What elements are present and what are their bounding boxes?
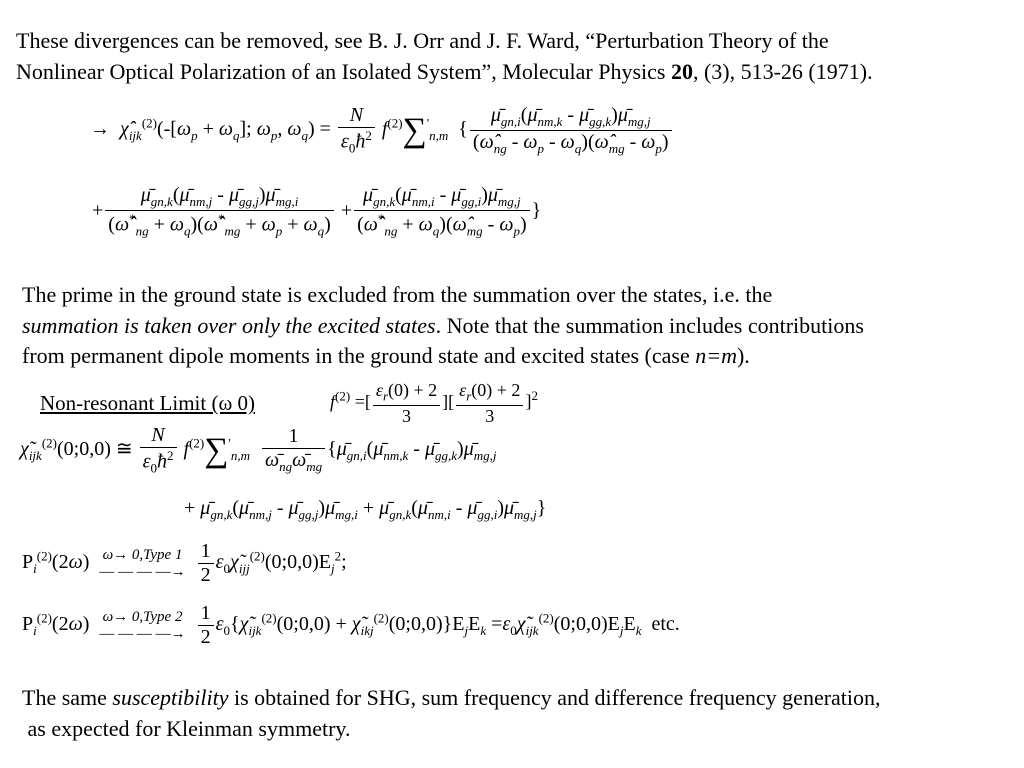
term-1-fraction: $\frac{\mū_{gn,i}(\mū_{nm,k} - \mū_{gg,k})\mū_{mg,j}}{(\omegâ_{ng} - \omega_p - \omega_q)(\omegâ_{mg} - \omega_p)}$ (470, 104, 672, 157)
intro-citation-text: Nonlinear Optical Polarization of an Isolated System”, Molecular Physics (16, 58, 671, 84)
intro-volume: 20 (670, 58, 693, 84)
equation-chi2-full-line2: + $\frac{\mū_{gn,k}(\mū_{nm,j} - \mū_{gg,j})\mū_{mg,i}}{(\omegâ^*_{ng} + \omega_q)(\omegâ^*_{mg} + \omega_p + \omega_q)}$ + $\frac{\mū_{gn,k}(\mū_{nm,i} - \mū_{gg,i})\mū_{mg,j}}{(\omegâ^*_{ng} + \omega_q)(\omegâ_{mg} - \omega_p)}$ } (92, 184, 542, 239)
type2-arrow: ω→ 0,Type 2 — — — —→ (96, 609, 188, 643)
term-3-fraction: $\frac{\mū_{gn,k}(\mū_{nm,i} - \mū_{gg,i})\mū_{mg,j}}{(\omegâ^*_{ng} + \omega_q)(\omegâ_{mg} - \omega_p)}$ (354, 184, 530, 240)
equation-polarization-type2: $P_i^{(2)}(2\omega)$ ω→ 0,Type 2 — — — —→ $\frac{1}{2}$ $\varepsilon_0\{\chĩ_{ijk}^{(2)}(0;0,0)$ + $\chĩ_{ikj}^{(2)}(0;0,0)\}E_jE_k$ $=\varepsilon_0\chĩ_{ijk}^{(2)}(0;0,0)E_jE_k$ etc. (22, 602, 680, 648)
closing-line-1-start: The same (22, 685, 113, 710)
closing-line-1-end: is obtained for SHG, sum frequency and difference frequency generation, (228, 685, 881, 710)
term-2-fraction: $\frac{\mū_{gn,k}(\mū_{nm,j} - \mū_{gg,j})\mū_{mg,i}}{(\omegâ^*_{ng} + \omega_q)(\omegâ^*_{mg} + \omega_p + \omega_q)}$ (105, 184, 334, 240)
prime-note-line-3-text: from permanent dipole moments in the ground state and excited states (case (22, 343, 696, 368)
etc-label: etc. (651, 613, 680, 636)
intro-line-2 (16, 57, 873, 88)
equation-polarization-type1: $P_i^{(2)}(2\omega)$ ω→ 0,Type 1 — — — —→ $\frac{1}{2}$ $\varepsilon_0\chĩ_{ijj}^{(2)}(0;0,0)E_j^2$; (22, 540, 347, 586)
type2-arrow-label: ω→ 0,Type 2 (102, 608, 183, 625)
intro-citation-end: , (3), 513-26 (1971). (692, 58, 873, 84)
closing-line-2: as expected for Kleinman symmetry. (22, 715, 351, 741)
intro-line-1: These divergences can be removed, see B. J. Orr and J. F. Ward, “Perturbation Theory of the (16, 28, 829, 53)
prime-note-line-2 (22, 311, 864, 342)
type1-arrow-label: ω→ 0,Type 1 (102, 546, 183, 563)
prime-note-emphasis: summation is taken over only the excited states (22, 312, 436, 338)
prime-note-case: n=m (695, 343, 737, 368)
prefactor-fraction: $\frac{N}{\varepsilon_0ħ^2}$ (338, 104, 375, 157)
prime-note-line-3-end: ). (736, 343, 750, 368)
prime-note-line-3 (22, 341, 864, 372)
prime-note-line-2-rest: . Note that the summation includes contributions (435, 312, 864, 338)
equation-chi2-nonresonant-line1: $\chĩ_{ijk}^{(2)}(0;0,0)$ ≅ $\frac{N}{\varepsilon_0ħ^2}$ $f^{(2)}\sum'_{n,m}$ $\frac{1}{\omegā_{ng}\omegā_{mg}}$ {$\mū_{gn,i}(\mū_{nm,k}$ - $\mū_{gg,k})\mū_{mg,j}$ (20, 424, 497, 476)
equation-chi2-nonresonant-line2: + $\mū_{gn,k}(\mū_{nm,j}$ - $\mū_{gg,j})\mū_{mg,i}$ + $\mū_{gn,k}(\mū_{nm,i}$ - $\mū_{gg,i})\mū_{mg,j}$} (184, 497, 547, 522)
prime-note-line-1: The prime in the ground state is excluded from the summation over the states, i.e. the (22, 282, 773, 307)
type1-arrow: ω→ 0,Type 1 — — — —→ (96, 547, 188, 581)
local-field-factor-equation: $f^{(2)}$ =[ $\frac{\varepsilon_r(0) + 2}{3}$ ][ $\frac{\varepsilon_r(0) + 2}{3}$ ]$^2$ (330, 380, 538, 426)
intro-paragraph (16, 26, 873, 87)
closing-line-1 (22, 683, 881, 714)
nonresonant-heading: Non-resonant Limit (ω 0) (40, 391, 256, 415)
equation-chi2-full-line1: → $\chî_{ijk}^{(2)}(-[\omega_p + \omega_q]$; $\omega_p$, $\omega_q$) = $\frac{N}{\varepsilon_0ħ^2}$ $f^{(2)}\sum'_{n,m}$ { $\frac{\mū_{gn,i}(\mū_{nm,k} - \mū_{gg,k})\mū_{mg,j}}{(\omegâ_{ng} - \omega_p - \omega_q)(\omegâ_{mg} - \omega_p)}$ (90, 104, 674, 157)
prime-note-paragraph (22, 280, 864, 372)
closing-emphasis: susceptibility (112, 685, 229, 710)
closing-paragraph (22, 683, 881, 744)
